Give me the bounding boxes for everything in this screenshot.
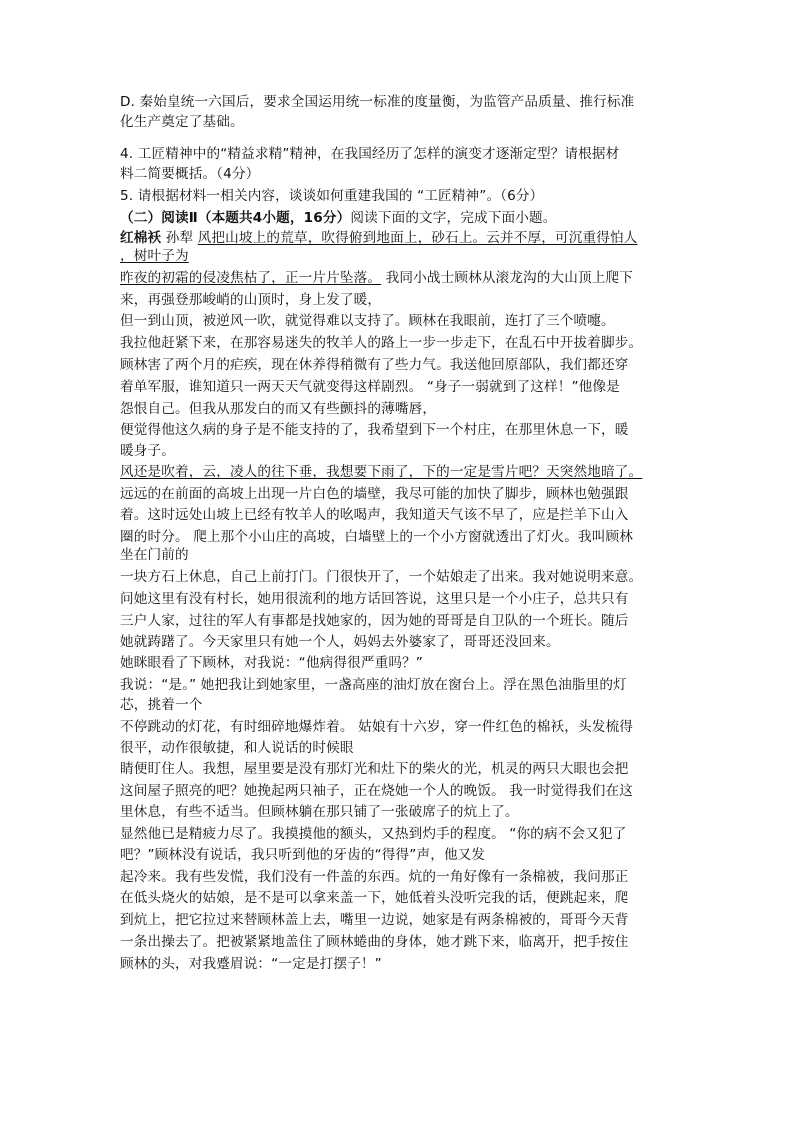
text-line (120, 420, 629, 440)
text-line (120, 632, 560, 652)
underlined-text: 风还是吹着，云，凌人的往下垂，我想要下雨了，下的一定是雪片吧？天突然地暗了。 (120, 464, 643, 480)
text-segment: 顾林害了两个月的疟疾，现在休养得稍微有了些力气。我送他回原部队，我们都还穿 (120, 357, 629, 373)
text-segment: 孙犁 (161, 230, 198, 246)
text-line (120, 290, 381, 310)
text-line (120, 505, 629, 525)
text-line (120, 545, 189, 565)
text-segment: 我拉他赶紧下来，在那容易迷失的牧羊人的路上一步一步走下，在乱石中开拔着脚步。 (120, 335, 643, 351)
text-line (120, 589, 629, 609)
text-segment: 5. 请根据材料一相关内容，谈谈如何重建我国的 “工匠精神”。（6分） (120, 188, 544, 204)
text-segment: 便觉得他这久病的身子是不能支持的了，我希望到下一个村庄，在那里休息一下，暖 (120, 422, 629, 438)
text-segment: 显然他已是精疲力尽了。我摸摸他的额头，又热到灼手的程度。 “你的病不会又犯了 (120, 826, 627, 842)
text-line (120, 717, 633, 737)
text-line (120, 675, 627, 695)
text-line (120, 246, 189, 266)
text-segment: 圈的时分。 爬上那个小山庄的高坡，白墙壁上的一个小方窗就透出了灯火。我叫顾林 (120, 529, 633, 545)
text-segment: 阅读下面的文字，完成下面小题。 (350, 210, 557, 226)
text-segment: 睛便盯住人。我想，屋里要是没有那灯光和灶下的柴火的光，机灵的两只大眼也会把 (120, 761, 629, 777)
underlined-text: 昨夜的初霜的侵凌焦枯了，正一片片坠落。 (120, 270, 382, 286)
text-line (120, 567, 642, 587)
text-line (120, 112, 244, 132)
text-line (120, 228, 637, 248)
text-line (120, 932, 629, 952)
text-line (120, 802, 519, 822)
text-line (120, 355, 629, 375)
text-segment: 暖身子。 (120, 443, 175, 459)
underlined-text: ，树叶子为 (120, 248, 189, 264)
text-line (120, 484, 629, 504)
text-line (120, 653, 423, 673)
text-segment: 在低头烧火的姑娘，是不是可以拿来盖一下，她低着头没听完我的话，便跳起来，爬 (120, 890, 629, 906)
text-line (120, 462, 642, 482)
text-segment: 来，再强登那峻峭的山顶时，身上发了暖， (120, 292, 382, 308)
text-segment: 吧？”顾林没有说话，我只听到他的牙齿的“得得”声，他又发 (120, 847, 486, 863)
text-line (120, 144, 619, 164)
text-line (120, 441, 175, 461)
text-segment: 芯，挑着一个 (120, 697, 203, 713)
text-segment: 4. 工匠精神中的“精益求精”精神，在我国经历了怎样的演变才逐渐定型？请根据材 (120, 146, 620, 162)
text-line (120, 824, 626, 844)
text-segment: 料二简要概括。（4分） (120, 166, 260, 182)
text-line (120, 333, 642, 353)
text-line (120, 208, 557, 228)
text-segment: 但一到山顶，被逆风一吹，就觉得难以支持了。顾林在我眼前，连打了三个喷嚏。 (120, 313, 615, 329)
text-line (120, 186, 543, 206)
text-segment: 一条出操去了。把被紧紧地盖住了顾林蜷曲的身体，她才跳下来，临离开，把手按住 (120, 934, 629, 950)
text-line (120, 759, 629, 779)
text-line (120, 781, 633, 801)
text-segment: 不停跳动的灯花，有时细碎地爆炸着。 姑娘有十六岁，穿一件红色的棉袄，头发梳得 (120, 719, 633, 735)
text-segment: 化生产奠定了基础。 (120, 114, 244, 130)
text-line (120, 527, 633, 547)
text-segment: 她就踌躇了。今天家里只有她一个人，妈妈去外婆家了，哥哥还没回来。 (120, 634, 560, 650)
text-line (120, 399, 436, 419)
underlined-text: 风把山坡上的荒草，吹得俯到地面上，砂石上。云并不厚，可沉重得怕人 (197, 230, 638, 246)
text-segment: 她眯眼看了下顾林，对我说：“他病得很严重吗？” (120, 655, 424, 671)
text-segment: 到炕上，把它拉过来替顾林盖上去，嘴里一边说，她家是有两条棉被的，哥哥今天背 (120, 912, 629, 928)
text-segment: 里休息，有些不适当。但顾林躺在那只铺了一张破席子的炕上了。 (120, 804, 519, 820)
text-segment: 一块方石上休息，自己上前打门。门很快开了，一个姑娘走了出来。我对她说明来意。 (120, 569, 643, 585)
text-line (120, 738, 354, 758)
text-line (120, 845, 485, 865)
text-segment: 我说：“是。” 她把我让到她家里，一盏高座的油灯放在窗台上。浮在黑色油脂里的灯 (120, 677, 627, 693)
text-segment: 三户人家，过往的军人有事都是找她家的，因为她的哥哥是自卫队的一个班长。随后 (120, 613, 629, 629)
text-line (120, 954, 382, 974)
text-line (120, 164, 259, 184)
text-line (120, 611, 629, 631)
text-segment: 我同小战士顾林从滚龙沟的大山顶上爬下 (381, 270, 633, 286)
text-segment: 怨恨自己。但我从那发白的而又有些颤抖的薄嘴唇， (120, 401, 437, 417)
text-line (120, 92, 634, 112)
text-segment: 起冷来。我有些发慌，我们没有一件盖的东西。炕的一角好像有一条棉被，我问那正 (120, 869, 629, 885)
text-line (120, 910, 629, 930)
text-line (120, 311, 615, 331)
text-segment: 远远的在前面的高坡上出现一片白色的墙壁，我尽可能的加快了脚步，顾林也勉强跟 (120, 486, 629, 502)
bold-text: （二）阅读Ⅱ（本题共4小题，16分） (120, 210, 351, 226)
text-segment: 这间屋子照亮的吧？她挽起两只袖子，正在烧她一个人的晚饭。 我一时觉得我们在这 (120, 783, 633, 799)
text-segment: 问她这里有没有村长，她用很流利的地方话回答说，这里只是一个小庄子，总共只有 (120, 591, 629, 607)
text-line (120, 695, 202, 715)
text-segment: D. 秦始皇统一六国后，要求全国运用统一标准的度量衡，为监管产品质量、推行标准 (120, 94, 635, 110)
text-segment: 坐在门前的 (120, 547, 189, 563)
text-segment: 顾林的头，对我蹙眉说：“一定是打摆子！” (120, 956, 382, 972)
text-segment: 很平，动作很敏捷，和人说话的时候眼 (120, 740, 354, 756)
text-line (120, 888, 629, 908)
text-segment: 着单军服，谁知道只一两天天气就变得这样剧烈。 “身子一弱就到了这样！”他像是 (120, 379, 620, 395)
bold-text: 红棉袄 (120, 230, 162, 246)
text-segment: 着。这时远处山坡上已经有牧羊人的吆喝声，我知道天气该不早了，应是拦羊下山入 (120, 507, 629, 523)
text-line (120, 867, 629, 887)
text-line (120, 268, 633, 288)
text-line (120, 377, 620, 397)
